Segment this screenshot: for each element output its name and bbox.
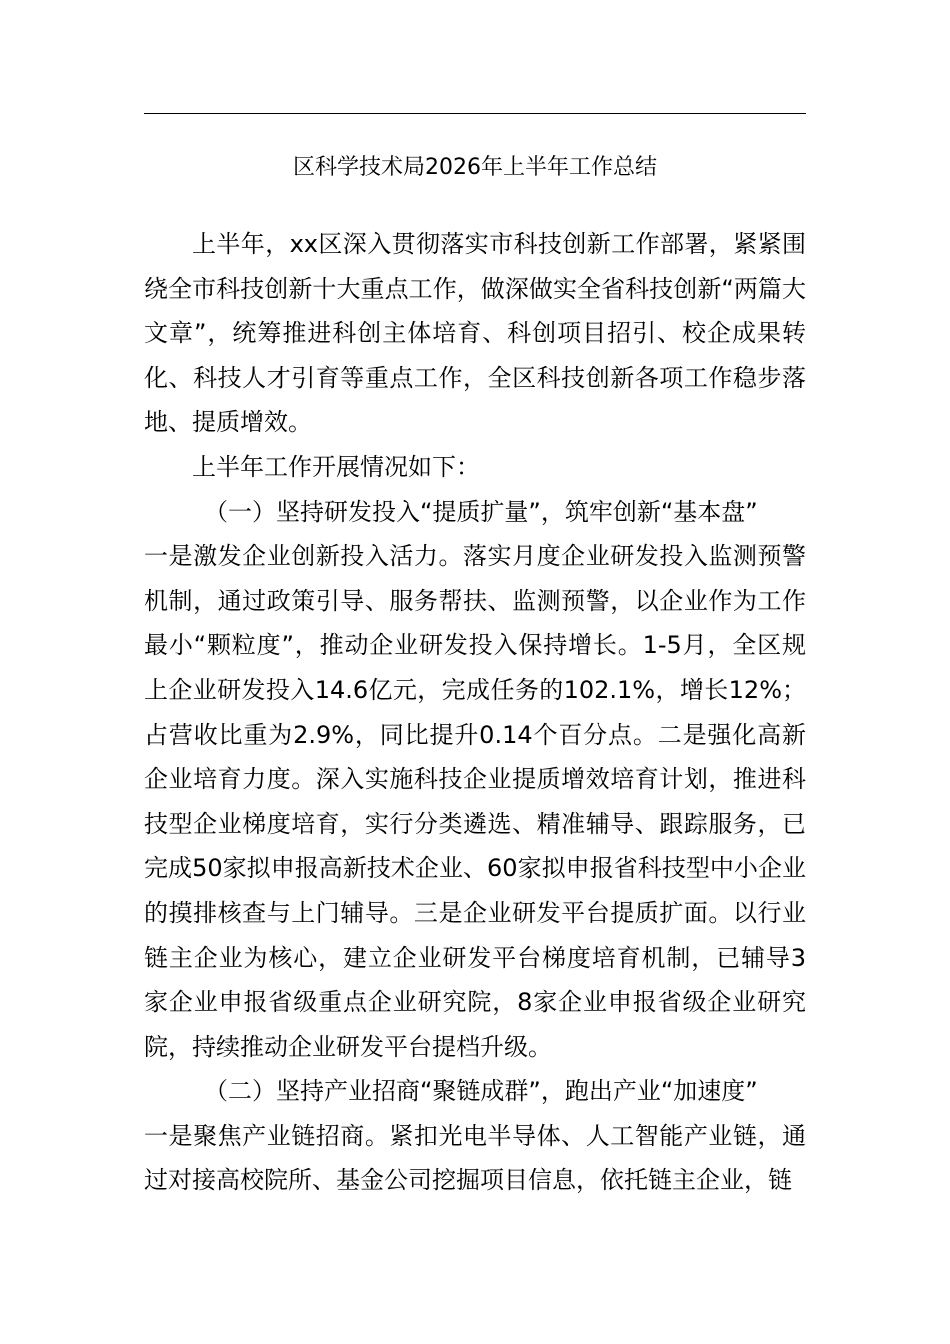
intro-paragraph: 上半年，xx区深入贯彻落实市科技创新工作部署，紧紧围绕全市科技创新十大重点工作，做深做实全省科技创新“两篇大文章”，统筹推进科创主体培育、科创项目招引、校企成果转化、科技人才引育等重点工作，全区科技创新各项工作稳步落地、提质增效。 — [144, 230, 806, 437]
section-body-2: 一是聚焦产业链招商。紧扣光电半导体、人工智能产业链，通过对接高校院所、基金公司挖掘项目信息，依托链主企业，链 — [144, 1121, 806, 1195]
overview-paragraph: 上半年工作开展情况如下： — [192, 452, 480, 481]
section-heading-1: （一）坚持研发投入“提质扩量”，筑牢创新“基本盘” — [204, 497, 758, 526]
header-rule — [144, 113, 806, 114]
document-title: 区科学技术局2026年上半年工作总结 — [293, 155, 657, 180]
document-page — [144, 0, 806, 1344]
section-heading-2: （二）坚持产业招商“聚链成群”，跑出产业“加速度” — [204, 1077, 758, 1106]
document-body — [144, 222, 806, 1203]
section-body-1: 一是激发企业创新投入活力。落实月度企业研发投入监测预警机制，通过政策引导、服务帮扶、监测预警，以企业作为工作最小“颗粒度”，推动企业研发投入保持增长。1-5月，全区规上企业研发投入14.6亿元，完成任务的102.1%，增长12%；占营收比重为2.9%，同比提升0.14个百分点。二是强化高新企业培育力度。深入实施科技企业提质增效培育计划，推进科技型企业梯度培育，实行分类遴选、精准辅导、跟踪服务，已完成50家拟申报高新技术企业、60家拟申报省科技型中小企业的摸排核查与上门辅导。三是企业研发平台提质扩面。以行业链主企业为核心，建立企业研发平台梯度培育机制，已辅导3家企业申报省级重点企业研究院，8家企业申报省级企业研究院，持续推动企业研发平台提档升级。 — [144, 542, 806, 1061]
